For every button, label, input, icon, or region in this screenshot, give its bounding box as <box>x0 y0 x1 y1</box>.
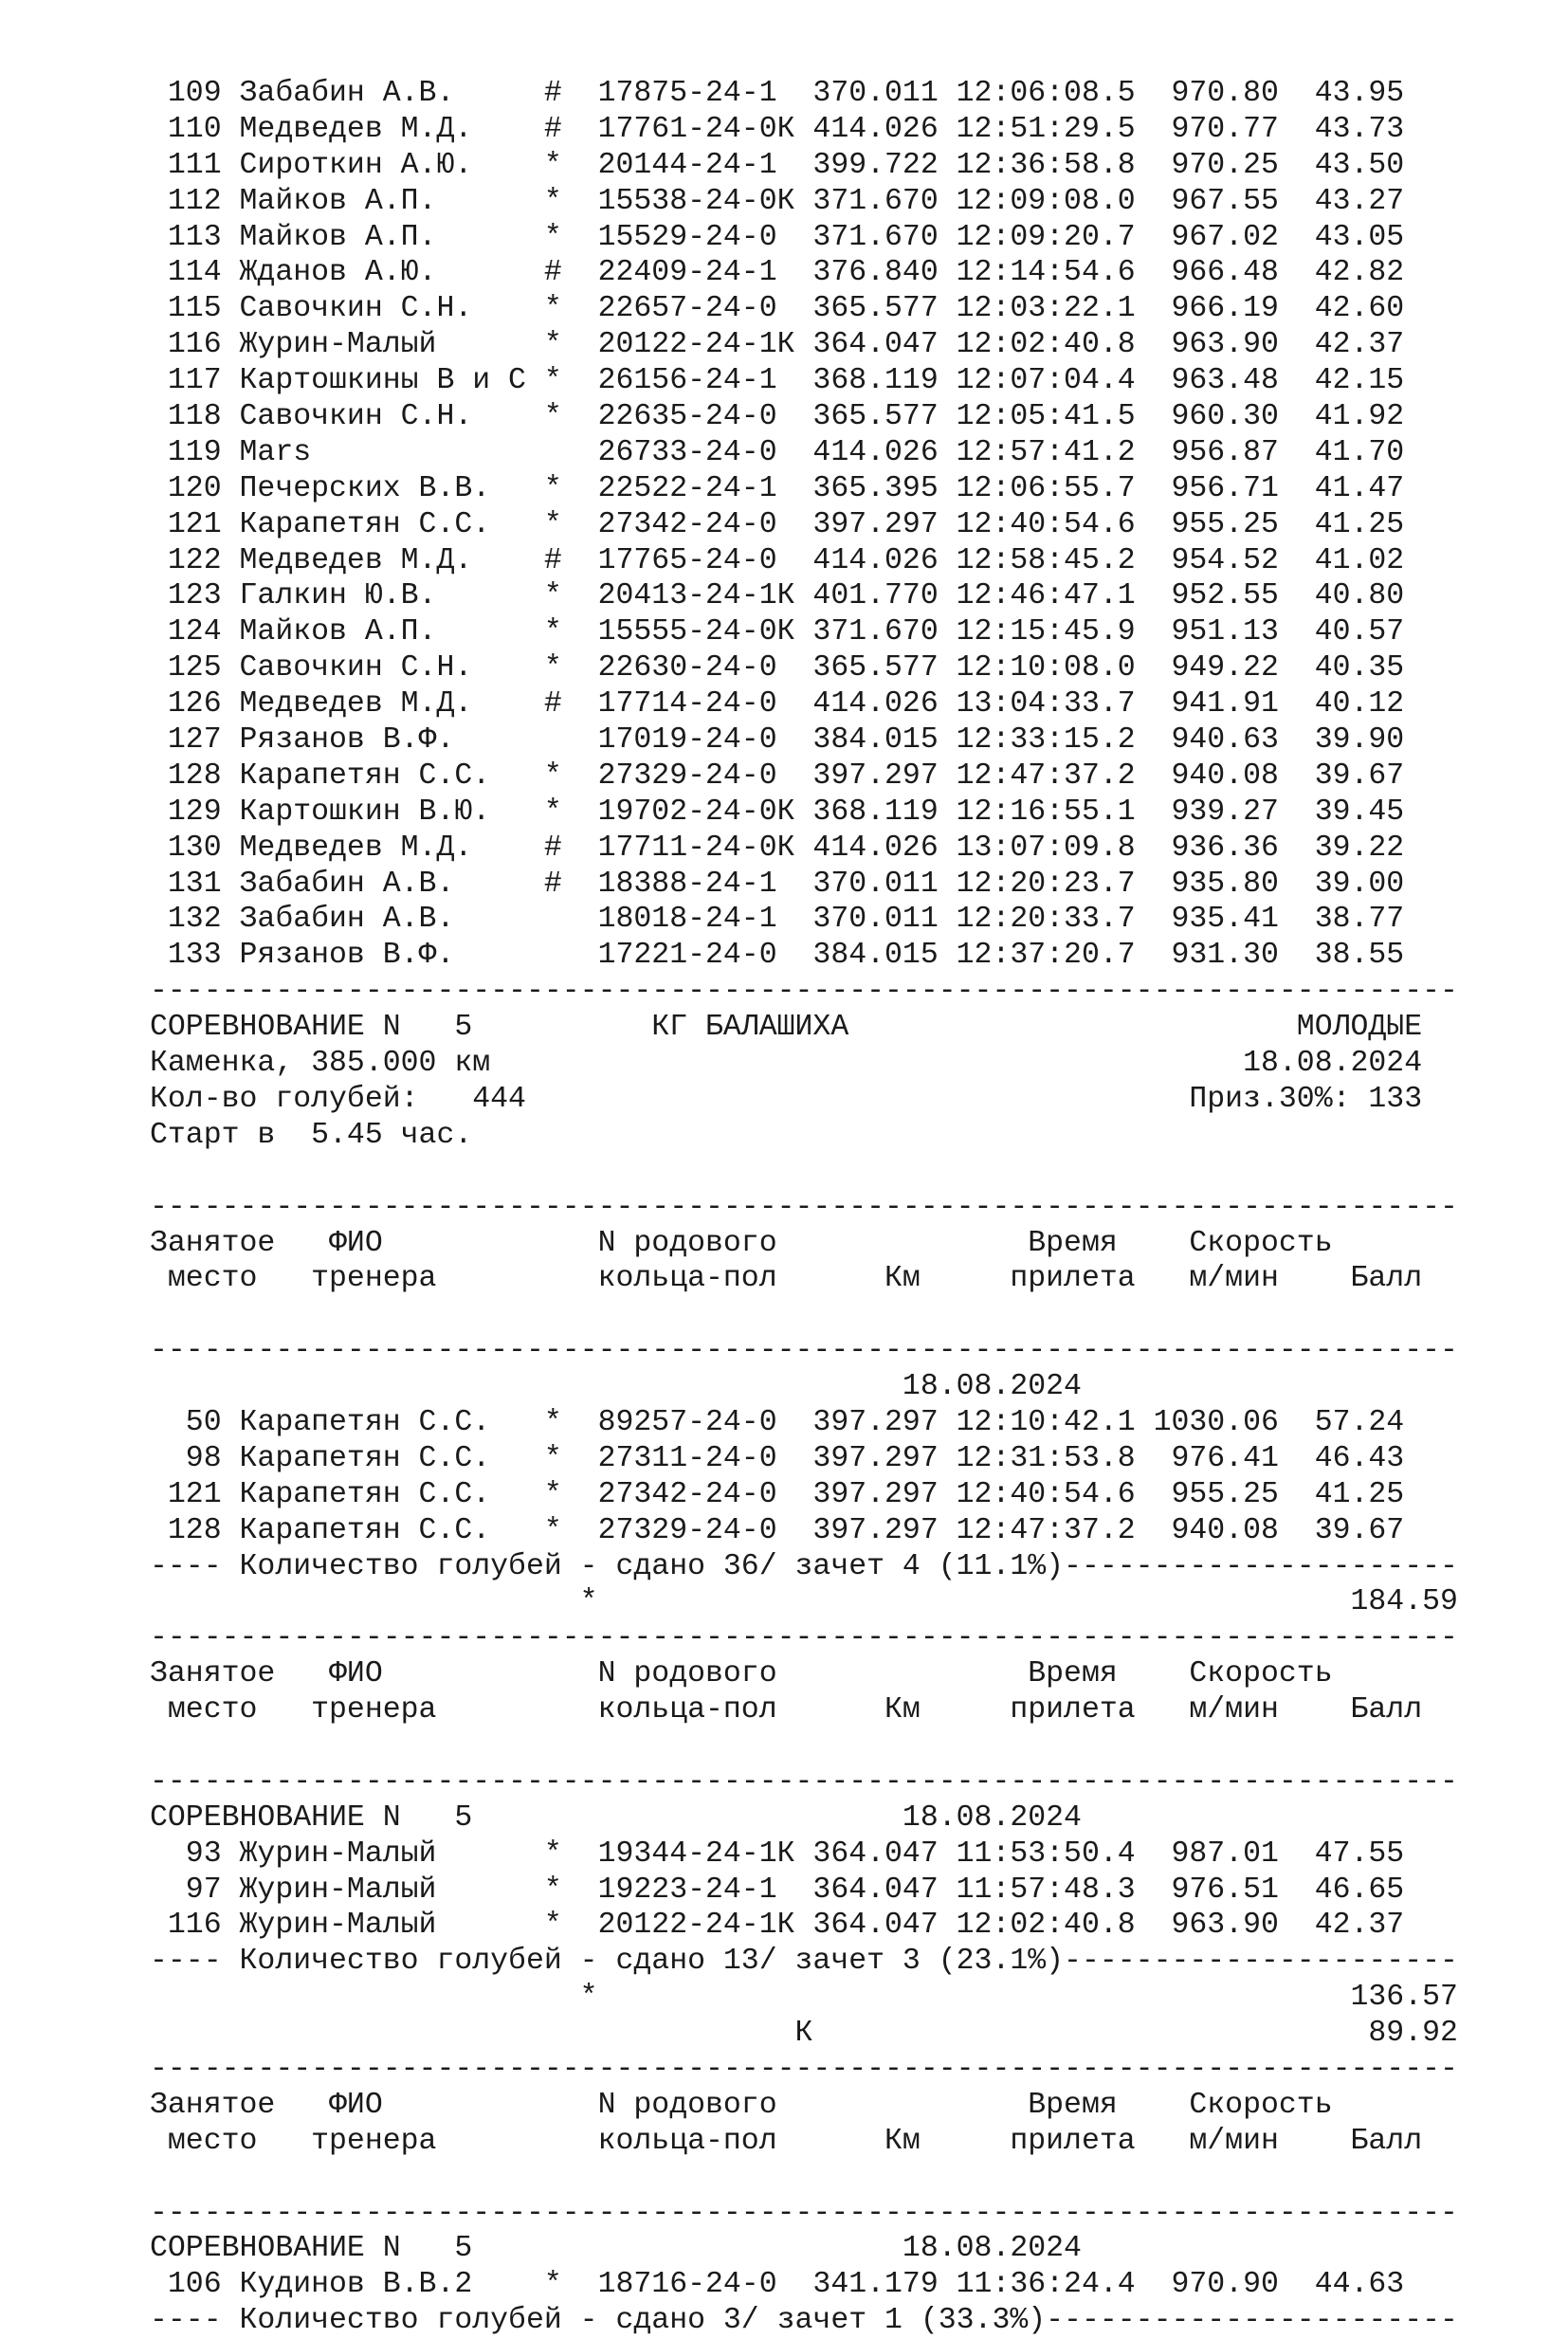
result-row: 114 Жданов А.Ю. # 22409-24-1 376.840 12:14:54.6 966.48 42.82 <box>150 256 1405 290</box>
result-row: 124 Майков А.П. * 15555-24-0К 371.670 12:15:45.9 951.13 40.57 <box>150 615 1405 649</box>
column-header: место тренера кольца-пол Км прилета м/мин Балл <box>150 1693 1423 1727</box>
result-row: 116 Журин-Малый * 20122-24-1К 364.047 12:02:40.8 963.90 42.37 <box>150 328 1405 362</box>
section-total: * 184.59 <box>150 1585 1458 1619</box>
result-row: 128 Карапетян С.С. * 27329-24-0 397.297 12:47:37.2 940.08 39.67 <box>150 1513 1405 1547</box>
separator-line: ------------------------------------------------------------------------- <box>150 1621 1458 1655</box>
column-header: место тренера кольца-пол Км прилета м/мин Балл <box>150 2124 1423 2158</box>
result-row: 119 Mars 26733-24-0 414.026 12:57:41.2 956.87 41.70 <box>150 435 1405 469</box>
result-row: 129 Картошкин В.Ю. * 19702-24-0К 368.119 12:16:55.1 939.27 39.45 <box>150 795 1405 829</box>
column-header: Занятое ФИО N родового Время Скорость <box>150 1226 1333 1260</box>
result-row: 131 Забабин А.В. # 18388-24-1 370.011 12:20:23.7 935.80 39.00 <box>150 867 1405 901</box>
competition-header: СОРЕВНОВАНИЕ N 5 КГ БАЛАШИХА МОЛОДЫЕ <box>150 1011 1423 1045</box>
competition-count: Кол-во голубей: 444 Приз.30%: 133 <box>150 1082 1423 1116</box>
section-header: СОРЕВНОВАНИЕ N 5 18.08.2024 <box>150 2232 1082 2266</box>
separator-line: ------------------------------------------------------------------------- <box>150 1764 1458 1799</box>
result-row: 121 Карапетян С.С. * 27342-24-0 397.297 12:40:54.6 955.25 41.25 <box>150 1477 1405 1511</box>
result-row: 130 Медведев М.Д. # 17711-24-0К 414.026 13:07:09.8 936.36 39.22 <box>150 831 1405 865</box>
results-printout <box>150 76 1458 2339</box>
separator-line: ------------------------------------------------------------------------- <box>150 1190 1458 1224</box>
result-row: 133 Рязанов В.Ф. 17221-24-0 384.015 12:37:20.7 931.30 38.55 <box>150 939 1405 973</box>
result-row: 93 Журин-Малый * 19344-24-1К 364.047 11:53:50.4 987.01 47.55 <box>150 1836 1405 1871</box>
result-row: 98 Карапетян С.С. * 27311-24-0 397.297 12:31:53.8 976.41 46.43 <box>150 1441 1405 1475</box>
result-row: 128 Карапетян С.С. * 27329-24-0 397.297 12:47:37.2 940.08 39.67 <box>150 758 1405 793</box>
section-header: СОРЕВНОВАНИЕ N 5 18.08.2024 <box>150 1800 1082 1835</box>
competition-location: Каменка, 385.000 км 18.08.2024 <box>150 1047 1423 1081</box>
section-header: 18.08.2024 <box>150 1370 1082 1404</box>
section-summary: ---- Количество голубей - сдано 3/ зачет 1 (33.3%)----------------------- <box>150 2304 1458 2338</box>
result-row: 122 Медведев М.Д. # 17765-24-0 414.026 12:58:45.2 954.52 41.02 <box>150 543 1405 577</box>
result-row: 109 Забабин А.В. # 17875-24-1 370.011 12:06:08.5 970.80 43.95 <box>150 77 1405 110</box>
result-row: 125 Савочкин С.Н. * 22630-24-0 365.577 12:10:08.0 949.22 40.35 <box>150 651 1405 685</box>
separator-line: ------------------------------------------------------------------------- <box>150 2052 1458 2086</box>
blank-line <box>150 2160 1458 2196</box>
result-row: 112 Майков А.П. * 15538-24-0К 371.670 12:09:08.0 967.55 43.27 <box>150 184 1405 218</box>
result-row: 126 Медведев М.Д. # 17714-24-0 414.026 13:04:33.7 941.91 40.12 <box>150 687 1405 722</box>
blank-line <box>150 1154 1458 1190</box>
result-row: 121 Карапетян С.С. * 27342-24-0 397.297 12:40:54.6 955.25 41.25 <box>150 507 1405 541</box>
separator-line: ------------------------------------------------------------------------- <box>150 1334 1458 1368</box>
result-row: 120 Печерских В.В. * 22522-24-1 365.395 12:06:55.7 956.71 41.47 <box>150 471 1405 505</box>
result-row: 132 Забабин А.В. 18018-24-1 370.011 12:20:33.7 935.41 38.77 <box>150 903 1405 937</box>
section-summary: ---- Количество голубей - сдано 13/ зачет 3 (23.1%)---------------------- <box>150 1945 1458 1979</box>
result-row: 127 Рязанов В.Ф. 17019-24-0 384.015 12:33:15.2 940.63 39.90 <box>150 723 1405 758</box>
result-row: 123 Галкин Ю.В. * 20413-24-1К 401.770 12:46:47.1 952.55 40.80 <box>150 579 1405 613</box>
result-row: 117 Картошкины В и С * 26156-24-1 368.119 12:07:04.4 963.48 42.15 <box>150 364 1405 398</box>
result-row: 111 Сироткин А.Ю. * 20144-24-1 399.722 12:36:58.8 970.25 43.50 <box>150 148 1405 182</box>
column-header: место тренера кольца-пол Км прилета м/мин Балл <box>150 1262 1423 1296</box>
result-row: 97 Журин-Малый * 19223-24-1 364.047 11:57:48.3 976.51 46.65 <box>150 1873 1405 1907</box>
blank-line <box>150 1728 1458 1764</box>
result-row: 113 Майков А.П. * 15529-24-0 371.670 12:09:20.7 967.02 43.05 <box>150 220 1405 254</box>
section-total: * 136.57 <box>150 1981 1458 2015</box>
column-header: Занятое ФИО N родового Время Скорость <box>150 1657 1333 1691</box>
section-total: К 89.92 <box>150 2017 1458 2051</box>
result-row: 106 Кудинов В.В.2 * 18716-24-0 341.179 11:36:24.4 970.90 44.63 <box>150 2268 1405 2302</box>
competition-start: Старт в 5.45 час. <box>150 1118 473 1152</box>
result-row: 50 Карапетян С.С. * 89257-24-0 397.297 12:10:42.1 1030.06 57.24 <box>150 1405 1405 1439</box>
result-row: 115 Савочкин С.Н. * 22657-24-0 365.577 12:03:22.1 966.19 42.60 <box>150 292 1405 326</box>
blank-line <box>150 1297 1458 1333</box>
column-header: Занятое ФИО N родового Время Скорость <box>150 2088 1333 2122</box>
section-summary: ---- Количество голубей - сдано 36/ зачет 4 (11.1%)---------------------- <box>150 1549 1458 1583</box>
separator-line: ------------------------------------------------------------------------- <box>150 975 1458 1009</box>
separator-line: ------------------------------------------------------------------------- <box>150 2196 1458 2230</box>
result-row: 116 Журин-Малый * 20122-24-1К 364.047 12:02:40.8 963.90 42.37 <box>150 1909 1405 1943</box>
result-row: 110 Медведев М.Д. # 17761-24-0К 414.026 12:51:29.5 970.77 43.73 <box>150 112 1405 146</box>
result-row: 118 Савочкин С.Н. * 22635-24-0 365.577 12:05:41.5 960.30 41.92 <box>150 400 1405 434</box>
